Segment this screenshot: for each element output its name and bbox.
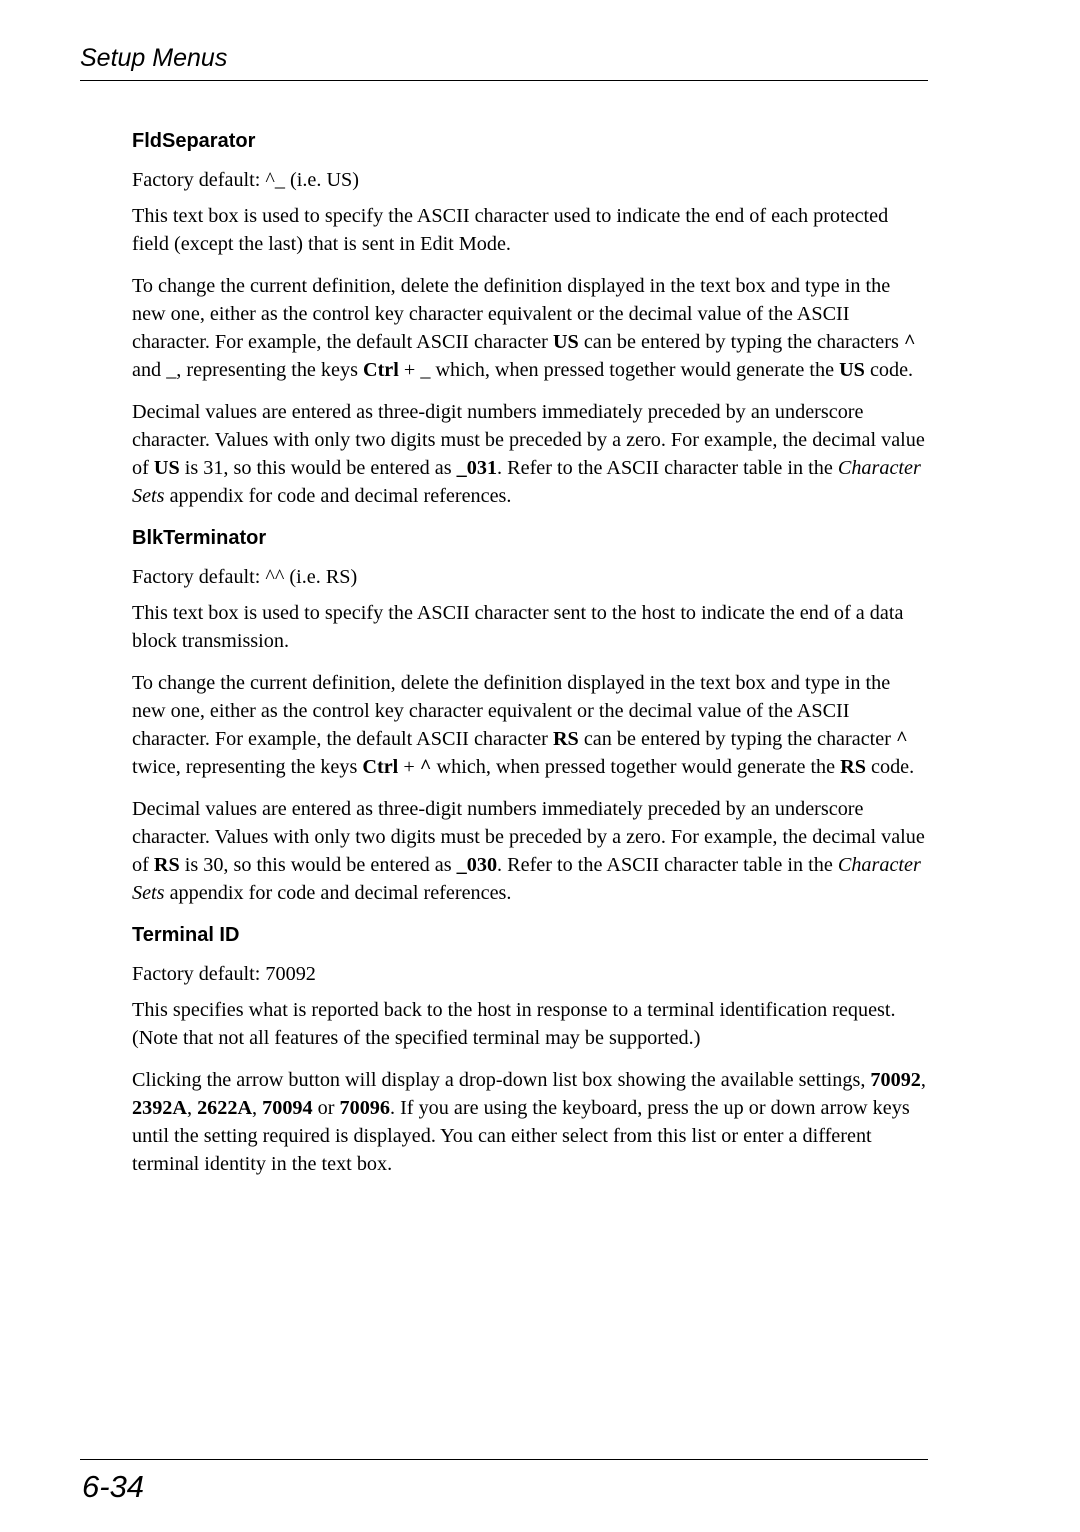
change-definition-paragraph: To change the current definition, delete the definition displayed in the text box and type in the new one, either as the control key character equivalent or the decimal value of the ASCII character. For example, the default ASCII character US can be entered by typing the characters ^ and _, representing the keys Ctrl + _ which, when pressed together would generate the US code. [132,275,916,381]
header-rule [80,80,928,81]
page-content [132,127,928,1192]
factory-default: Factory default: 70092 [132,963,316,985]
section-heading: Terminal ID [132,924,240,946]
factory-default: Factory default: ^_ (i.e. US) [132,169,359,191]
dropdown-paragraph: Clicking the arrow button will display a drop-down list box showing the available settings, 70092, 2392A, 2622A, 70094 or 70096. If you are using the keyboard, press the up or down arrow keys until the setting required is displayed. You can either select from this list or enter a different terminal identity in the text box. [132,1069,926,1175]
description-paragraph: This text box is used to specify the ASCII character used to indicate the end of each protected field (except the last) that is sent in Edit Mode. [132,205,889,255]
section-blkterminator [132,524,928,907]
section-fldseparator [132,127,928,510]
page-number: 6-34 [82,1469,145,1504]
section-heading: FldSeparator [132,130,256,152]
factory-default: Factory default: ^^ (i.e. RS) [132,566,358,588]
running-header-title: Setup Menus [80,44,228,72]
change-definition-paragraph: To change the current definition, delete the definition displayed in the text box and type in the new one, either as the control key character equivalent or the decimal value of the ASCII character. For example, the default ASCII character RS can be entered by typing the character ^ twice, representing the keys Ctrl + ^ which, when pressed together would generate the RS code. [132,672,915,778]
decimal-values-paragraph: Decimal values are entered as three-digit numbers immediately preceded by an underscore character. Values with only two digits must be preceded by a zero. For example, the decimal value of RS is 30, so this would be entered as _030. Refer to the ASCII character table in the Character Sets appendix for code and decimal references. [132,798,925,904]
section-heading: BlkTerminator [132,527,267,549]
section-terminal-id [132,921,928,1178]
description-paragraph: This specifies what is reported back to the host in response to a terminal identification request. (Note that not all features of the specified terminal may be supported.) [132,999,896,1049]
footer-rule [80,1459,928,1460]
decimal-values-paragraph: Decimal values are entered as three-digit numbers immediately preceded by an underscore character. Values with only two digits must be preceded by a zero. For example, the decimal value of US is 31, so this would be entered as _031. Refer to the ASCII character table in the Character Sets appendix for code and decimal references. [132,401,925,507]
description-paragraph: This text box is used to specify the ASCII character sent to the host to indicate the end of a data block transmission. [132,602,904,652]
